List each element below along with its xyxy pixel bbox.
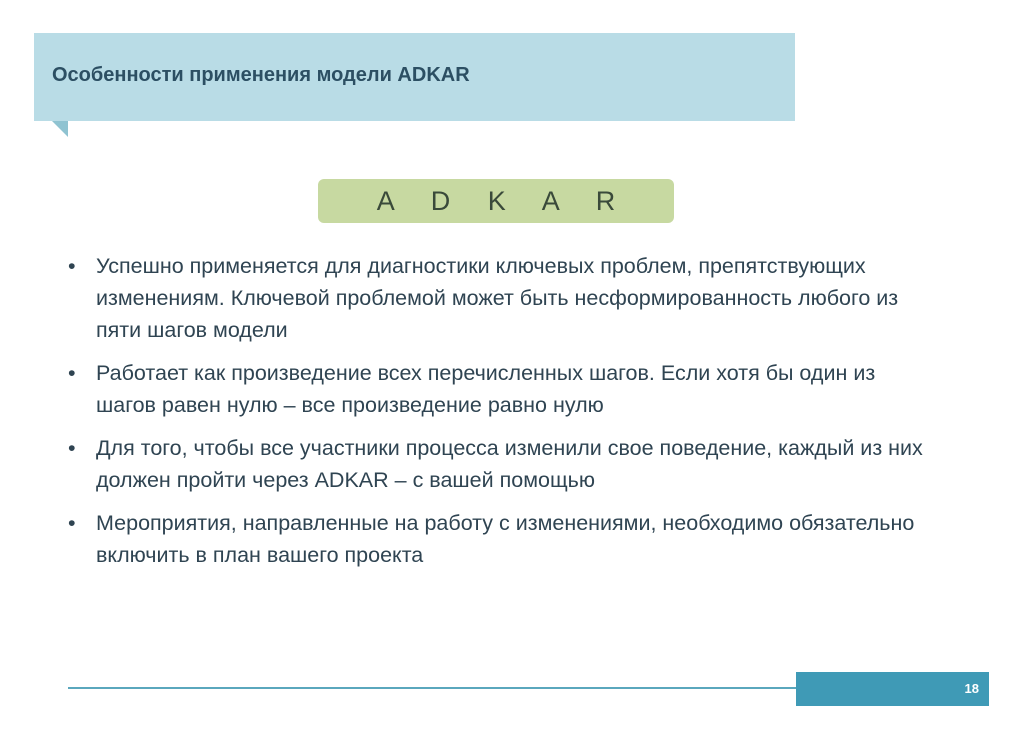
footer-divider	[68, 687, 796, 689]
bullet-text: Мероприятия, направленные на работу с изменениями, необходимо обязательно включить в план вашего проекта	[96, 511, 915, 567]
bullet-item	[68, 432, 928, 496]
page-number-box	[796, 672, 989, 706]
bullet-item	[68, 507, 928, 571]
title-band-fold	[52, 121, 68, 137]
bullet-marker: •	[68, 511, 76, 535]
adkar-banner	[318, 179, 674, 223]
bullet-text: Работает как произведение всех перечисленных шагов. Если хотя бы один из шагов равен нулю – все произведение равно нулю	[96, 361, 876, 417]
bullet-text: Для того, чтобы все участники процесса изменили свое поведение, каждый из них должен пройти через ADKAR – с вашей помощью	[96, 436, 923, 492]
bullet-marker: •	[68, 361, 76, 385]
bullet-text: Успешно применяется для диагностики ключевых проблем, препятствующих изменениям. Ключевой проблемой может быть несформированность любого из пяти шагов модели	[96, 254, 899, 342]
bullet-marker: •	[68, 436, 76, 460]
adkar-label: A D K A R	[376, 185, 631, 216]
bullet-list	[68, 250, 928, 582]
bullet-item	[68, 357, 928, 421]
slide-title: Особенности применения модели ADKAR	[52, 64, 470, 86]
bullet-marker: •	[68, 254, 76, 278]
bullet-item	[68, 250, 928, 346]
page-number: 18	[964, 681, 979, 696]
